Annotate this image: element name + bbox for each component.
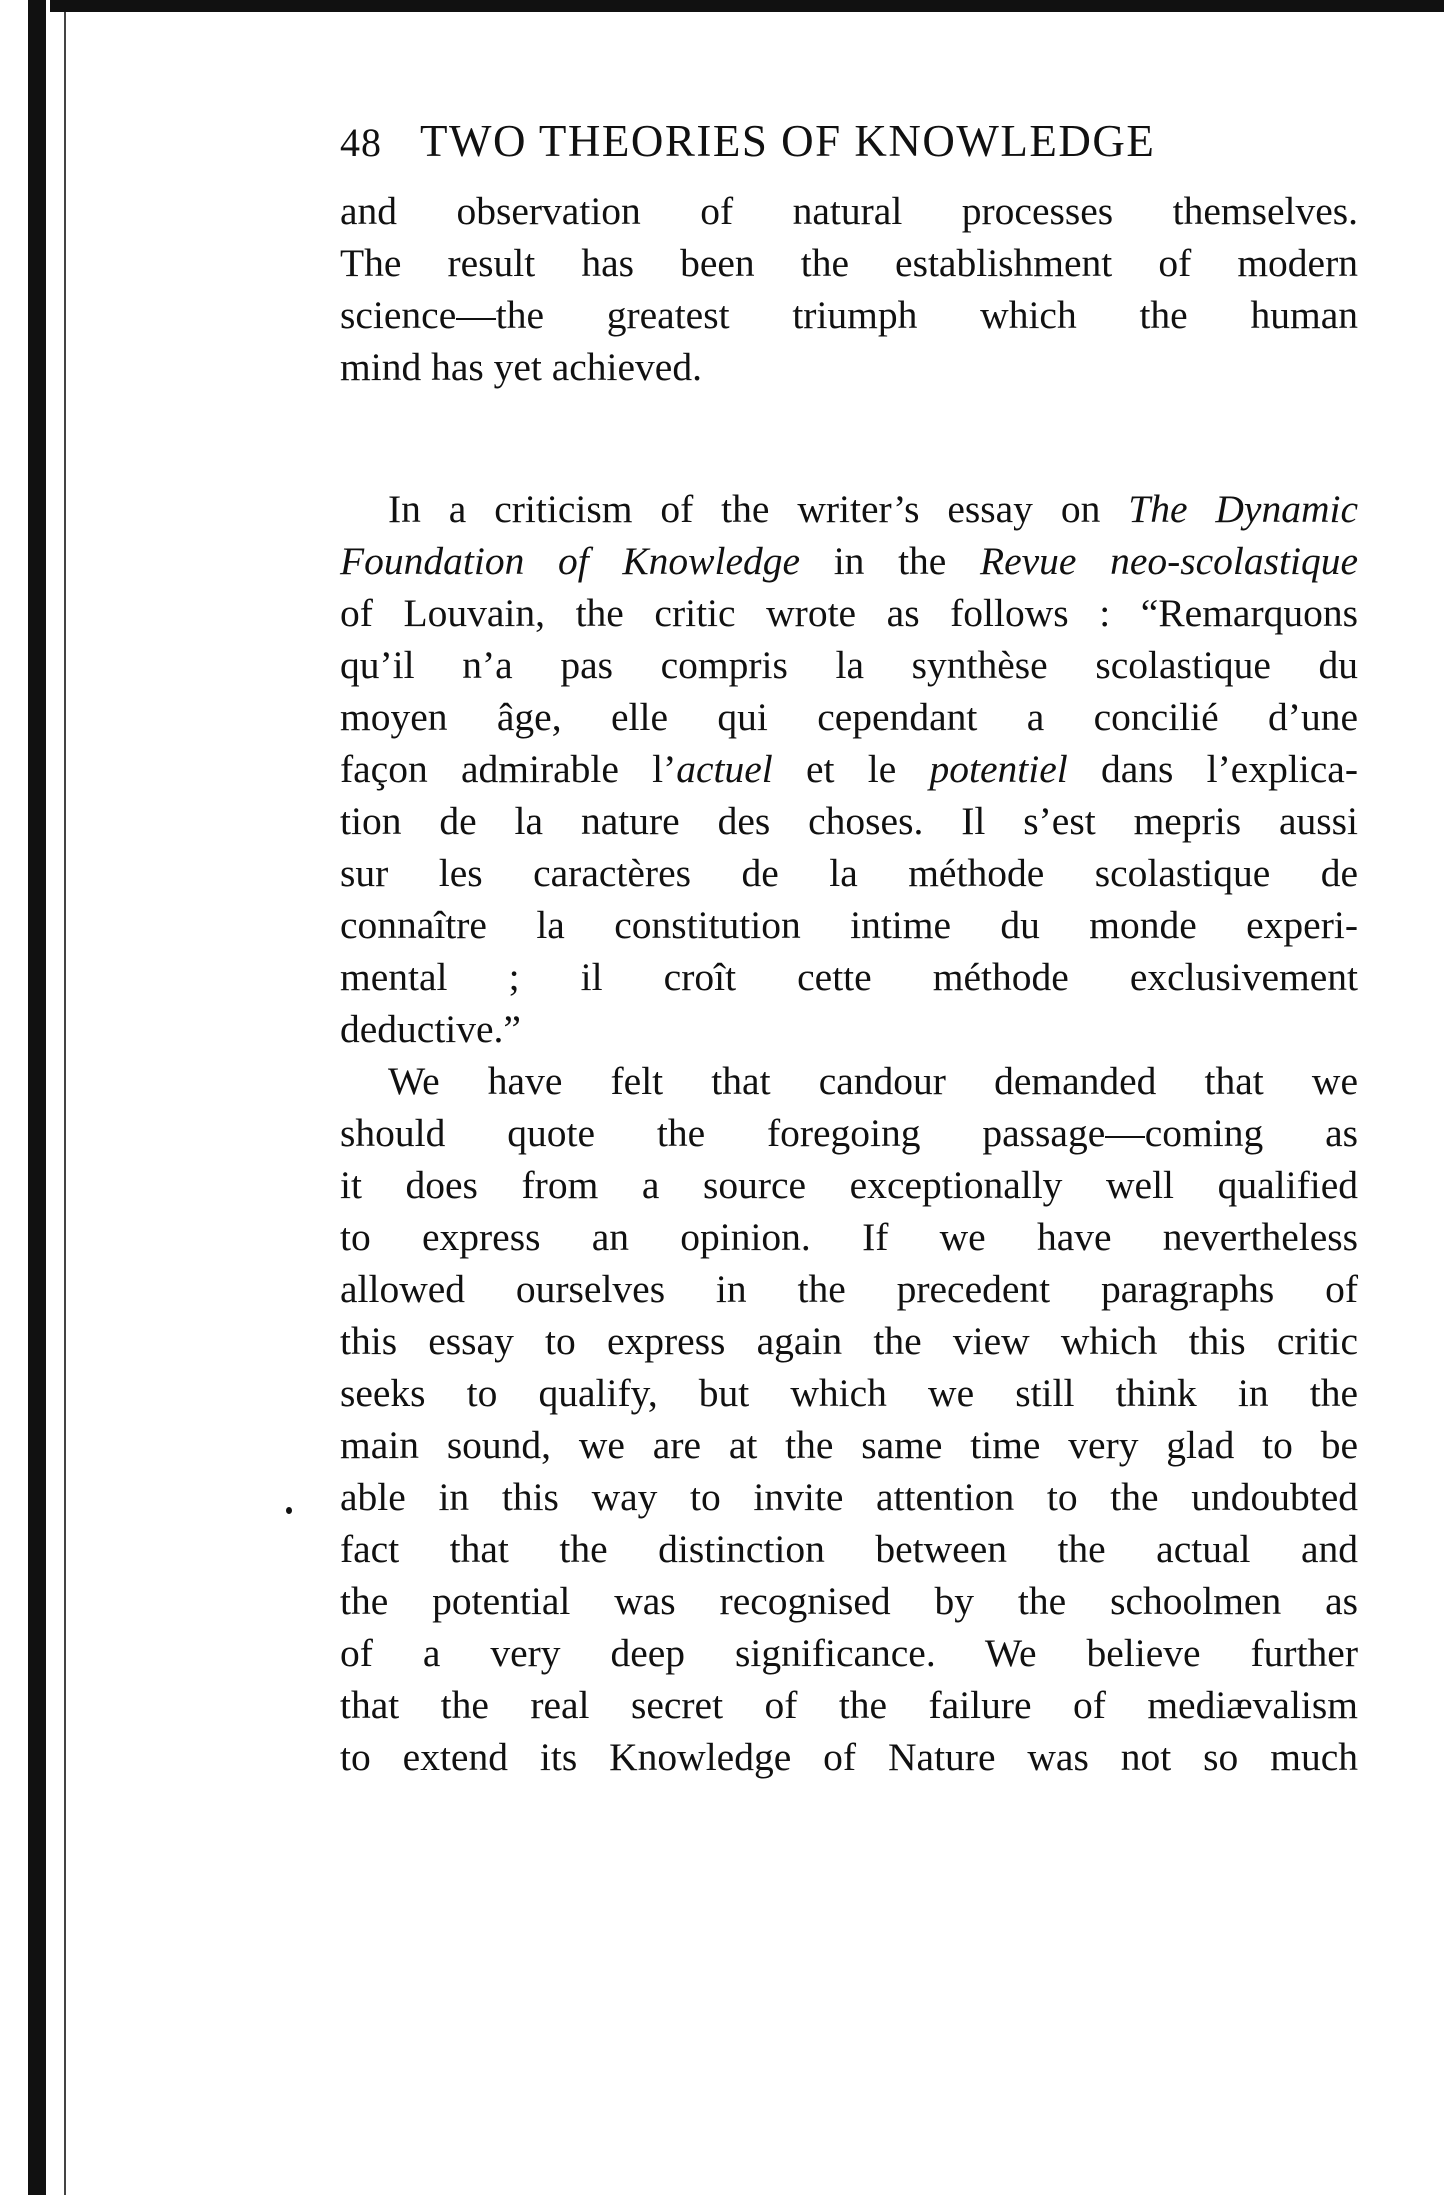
text-line: of a very deep significance. We believe further [340,1631,1358,1675]
scan-page-edge [64,12,66,2195]
text-line: sur les caractères de la méthode scolastique de [340,851,1358,895]
italic-journal: Revue neo-scolastique [979,539,1358,583]
text-line: to extend its Knowledge of Nature was not so much [340,1735,1358,1779]
italic-title: Foundation of Knowledge [340,539,801,583]
text-line: should quote the foregoing passage—coming as [340,1111,1358,1155]
text-line: seeks to qualify, but which we still think in the [340,1371,1358,1415]
book-page [340,115,1358,1783]
text-line: allowed ourselves in the precedent paragraphs of [340,1267,1358,1311]
text-span: et le [772,747,930,791]
text-line [340,483,1358,535]
italic-term: potentiel [929,747,1068,791]
text-line: of Louvain, the critic wrote as follows : “Remarquons [340,591,1358,635]
text-line: mind has yet achieved. [340,345,702,389]
paragraph-3 [340,1055,1358,1783]
running-title: TWO THEORIES OF KNOWLEDGE [420,116,1156,166]
text-line: tion de la nature des choses. Il s’est mepris aussi [340,799,1358,843]
text-line: that the real secret of the failure of mediævalism [340,1683,1358,1727]
text-line: this essay to express again the view which this critic [340,1319,1358,1363]
text-line: qu’il n’a pas compris la synthèse scolastique du [340,643,1358,687]
text-line: connaître la constitution intime du monde experi- [340,903,1358,947]
paragraph-2 [340,483,1358,1055]
text-line: it does from a source exceptionally well qualified [340,1163,1358,1207]
italic-term: actuel [676,747,773,791]
text-line: We have felt that candour demanded that we [388,1059,1358,1103]
scan-speck [286,1507,292,1514]
paragraph-1 [340,185,1358,393]
text-line: able in this way to invite attention to the undoubted [340,1475,1358,1519]
text-line: and observation of natural processes themselves. [340,189,1358,233]
text-line: fact that the distinction between the actual and [340,1527,1358,1571]
running-header [340,115,1358,185]
text-line: main sound, we are at the same time very glad to be [340,1423,1358,1467]
text-line [340,743,1358,795]
italic-title: The Dynamic [1128,487,1358,531]
text-span: in the [800,539,980,583]
text-line: The result has been the establishment of modern [340,241,1358,285]
text-line: the potential was recognised by the schoolmen as [340,1579,1358,1623]
text-line [340,535,1358,587]
section-gap [340,393,1358,483]
text-span: dans l’explica- [1067,747,1358,791]
text-span: In a criticism of the writer’s essay on [388,487,1129,531]
text-span: façon admirable l’ [340,747,677,791]
scan-top-border [0,0,1444,12]
page-number: 48 [340,120,382,165]
text-line: science—the greatest triumph which the human [340,293,1358,337]
text-line: deductive.” [340,1007,521,1051]
text-line: to express an opinion. If we have nevertheless [340,1215,1358,1259]
text-line: moyen âge, elle qui cependant a concilié d’une [340,695,1358,739]
text-line: mental ; il croît cette méthode exclusivement [340,955,1358,999]
scan-binding-shadow [0,0,50,2195]
